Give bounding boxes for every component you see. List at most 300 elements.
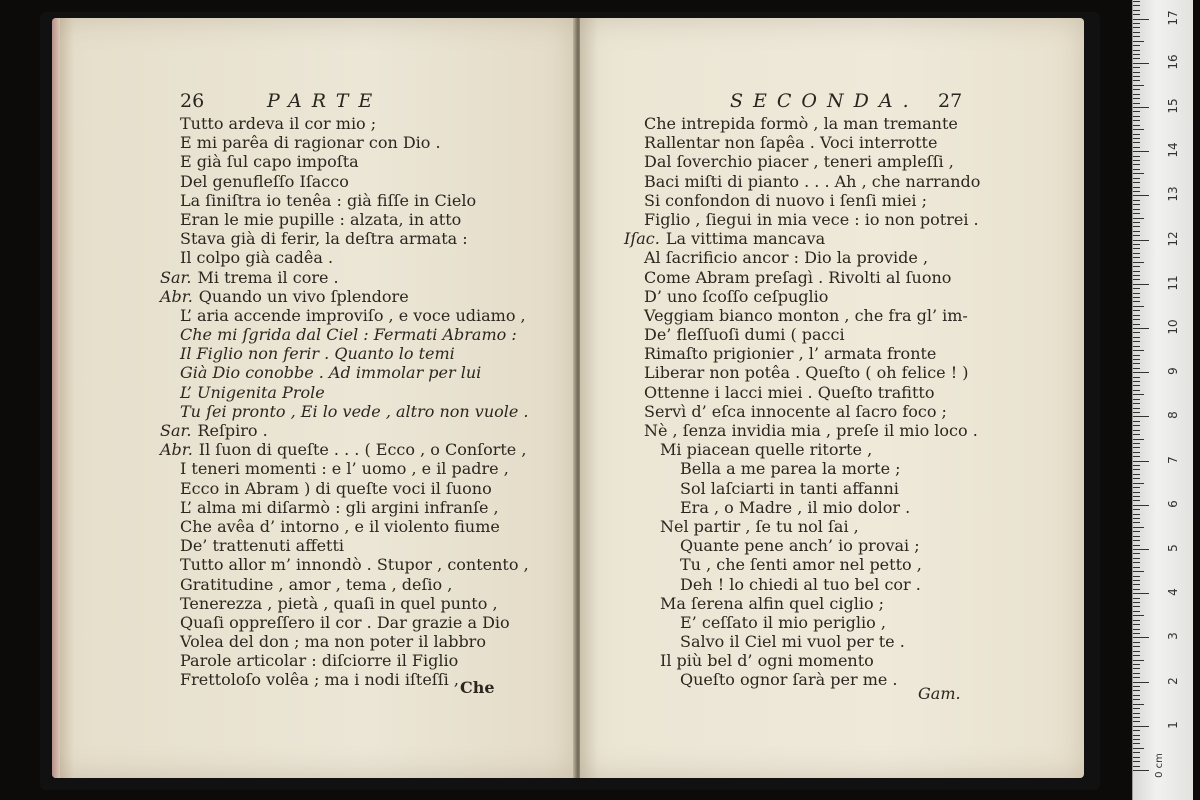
line-text: Baci miſti di pianto . . . Ah , che narrando xyxy=(644,171,981,191)
ruler-tick xyxy=(1133,381,1140,382)
ruler-tick xyxy=(1133,178,1140,179)
ruler-tick xyxy=(1133,487,1140,488)
ruler-tick xyxy=(1133,350,1144,351)
ruler-tick xyxy=(1133,359,1140,360)
text-line xyxy=(624,459,980,478)
ruler-tick xyxy=(1133,730,1140,731)
ruler-tick xyxy=(1133,72,1140,73)
text-line xyxy=(624,575,980,594)
text-line xyxy=(624,133,980,152)
ruler-tick xyxy=(1133,567,1140,568)
ruler-number: 15 xyxy=(1166,98,1180,114)
ruler-tick xyxy=(1133,704,1144,705)
ruler-tick xyxy=(1133,328,1149,329)
ruler-tick xyxy=(1133,536,1140,537)
ruler-number: 6 xyxy=(1166,499,1180,508)
ruler-tick xyxy=(1133,129,1144,130)
text-line xyxy=(160,248,529,267)
ruler-tick xyxy=(1133,315,1140,316)
line-text: Ecco in Abram ) di queſte voci il ſuono xyxy=(180,478,492,498)
ruler-tick xyxy=(1133,332,1140,333)
ruler-unit-label: 0 cm xyxy=(1153,753,1165,778)
ruler-tick xyxy=(1133,549,1149,550)
ruler-tick xyxy=(1133,483,1144,484)
ruler-tick xyxy=(1133,461,1149,462)
ruler-tick xyxy=(1133,456,1140,457)
line-text: Tutto allor m’ innondò . Stupor , contento , xyxy=(180,555,529,575)
ruler-tick xyxy=(1133,231,1140,232)
line-text: Liberar non potêa . Queſto ( oh felice ! ) xyxy=(644,363,969,383)
text-line xyxy=(160,363,529,382)
line-text: Rallentar non ſapêa . Voci interrotte xyxy=(644,133,938,153)
ruler-tick xyxy=(1133,761,1140,762)
text-line xyxy=(160,306,529,325)
ruler-tick xyxy=(1133,571,1144,572)
line-text: De’ fleſſuoſi dumi ( pacci xyxy=(644,325,845,345)
ruler-tick xyxy=(1133,363,1140,364)
line-text: Il ſuon di queſte . . . ( Ecco , o Conſorte , xyxy=(198,440,527,460)
line-text: Mi trema il core . xyxy=(197,267,339,287)
measurement-ruler xyxy=(1132,0,1193,800)
ruler-tick xyxy=(1133,125,1140,126)
line-text: Dal ſoverchio piacer , teneri ampleſſi , xyxy=(644,152,954,172)
ruler-tick xyxy=(1133,310,1140,311)
line-text: Tu ſei pronto , Ei lo vede , altro non vuole . xyxy=(180,401,529,421)
ruler-tick xyxy=(1133,76,1140,77)
text-line xyxy=(160,383,529,402)
ruler-tick xyxy=(1133,589,1140,590)
ruler-tick xyxy=(1133,615,1144,616)
ruler-tick xyxy=(1133,160,1140,161)
ruler-tick xyxy=(1133,377,1140,378)
ruler-number: 16 xyxy=(1166,54,1180,70)
text-line xyxy=(160,325,529,344)
text-line xyxy=(624,268,980,287)
ruler-tick xyxy=(1133,403,1140,404)
text-line xyxy=(160,517,529,536)
ruler-tick xyxy=(1133,293,1140,294)
ruler-tick xyxy=(1133,147,1140,148)
ruler-tick xyxy=(1133,739,1140,740)
ruler-tick xyxy=(1133,151,1149,152)
ruler-tick xyxy=(1133,651,1140,652)
text-line xyxy=(624,594,980,613)
ruler-tick xyxy=(1133,412,1140,413)
text-line xyxy=(624,325,980,344)
text-line xyxy=(160,229,529,248)
ruler-tick xyxy=(1133,67,1140,68)
ruler-tick xyxy=(1133,425,1140,426)
text-line xyxy=(160,287,529,306)
ruler-tick xyxy=(1133,23,1140,24)
text-line xyxy=(160,594,529,613)
ruler-tick xyxy=(1133,284,1149,285)
ruler-tick xyxy=(1133,1,1140,2)
ruler-tick xyxy=(1133,735,1140,736)
ruler-tick xyxy=(1133,642,1140,643)
ruler-tick xyxy=(1133,275,1140,276)
ruler-tick xyxy=(1133,668,1140,669)
ruler-tick xyxy=(1133,253,1140,254)
line-text: Quando un vivo ſplendore xyxy=(198,286,409,306)
ruler-tick xyxy=(1133,204,1140,205)
text-line xyxy=(160,114,529,133)
text-line xyxy=(624,498,980,517)
line-text: Il colpo già cadêa . xyxy=(180,248,334,268)
line-text: Che intrepida formò , la man tremante xyxy=(644,114,958,133)
text-line xyxy=(624,287,980,306)
ruler-tick xyxy=(1133,324,1140,325)
ruler-tick xyxy=(1133,235,1140,236)
ruler-tick xyxy=(1133,469,1140,470)
line-text: I teneri momenti : e l’ uomo , e il padre , xyxy=(180,459,509,479)
ruler-tick xyxy=(1133,45,1140,46)
line-text: Deh ! lo chiedi al tuo bel cor . xyxy=(680,574,921,594)
ruler-tick xyxy=(1133,244,1140,245)
page-number-right: 27 xyxy=(938,90,963,112)
ruler-tick xyxy=(1133,191,1140,192)
ruler-tick xyxy=(1133,545,1140,546)
text-line xyxy=(624,152,980,171)
line-text: Si confondon di nuovo i ſenſi miei ; xyxy=(644,190,928,210)
ruler-tick xyxy=(1133,195,1149,196)
line-text: Reſpiro . xyxy=(197,421,268,440)
ruler-tick xyxy=(1133,766,1140,767)
text-line xyxy=(624,517,980,536)
ruler-tick xyxy=(1133,713,1140,714)
text-line xyxy=(160,172,529,191)
right-page xyxy=(580,18,1084,778)
ruler-tick xyxy=(1133,36,1140,37)
line-text: Tu , che ſenti amor nel petto , xyxy=(680,555,922,575)
ruler-tick xyxy=(1133,443,1140,444)
ruler-tick xyxy=(1133,209,1140,210)
line-text: Ma ſerena alfin quel ciglio ; xyxy=(660,593,885,613)
catchword-right: Gam. xyxy=(918,684,961,703)
ruler-tick xyxy=(1133,394,1144,395)
ruler-tick xyxy=(1133,690,1140,691)
line-text: Servì d’ eſca innocente al ſacro foco ; xyxy=(644,401,947,421)
ruler-tick xyxy=(1133,748,1144,749)
running-head-left: PARTE xyxy=(267,90,383,112)
ruler-tick xyxy=(1133,686,1140,687)
text-line xyxy=(160,536,529,555)
ruler-tick xyxy=(1133,355,1140,356)
line-text: Che mi ſgrida dal Ciel : Fermati Abramo : xyxy=(180,325,517,345)
line-text: La vittima mancava xyxy=(665,229,826,249)
left-page xyxy=(52,18,576,778)
ruler-number: 1 xyxy=(1166,720,1180,729)
ruler-tick xyxy=(1133,474,1140,475)
ruler-tick xyxy=(1133,439,1144,440)
text-line xyxy=(624,248,980,267)
line-text: La ſiniſtra io tenêa : già fiſſe in Cielo xyxy=(180,190,477,210)
ruler-tick xyxy=(1133,240,1149,241)
text-line xyxy=(624,383,980,402)
text-line xyxy=(624,402,980,421)
ruler-tick xyxy=(1133,540,1140,541)
ruler-number: 3 xyxy=(1166,632,1180,641)
text-line xyxy=(160,133,529,152)
ruler-tick xyxy=(1133,655,1140,656)
ruler-tick xyxy=(1133,288,1140,289)
ruler-tick xyxy=(1133,611,1140,612)
ruler-tick xyxy=(1133,492,1140,493)
ruler-tick xyxy=(1133,54,1140,55)
ruler-tick xyxy=(1133,222,1140,223)
ruler-tick xyxy=(1133,677,1140,678)
ruler-number: 13 xyxy=(1166,186,1180,203)
line-text: L’ aria accende improviſo , e voce udiamo , xyxy=(180,305,526,325)
ruler-tick xyxy=(1133,447,1140,448)
ruler-number: 10 xyxy=(1166,319,1180,335)
line-text: Rimaſto prigionier , l’ armata fronte xyxy=(644,344,937,364)
ruler-tick xyxy=(1133,226,1140,227)
ruler-tick xyxy=(1133,629,1140,630)
text-line xyxy=(160,613,529,632)
line-text: De’ trattenuti affetti xyxy=(180,536,345,556)
ruler-tick xyxy=(1133,708,1140,709)
text-line xyxy=(160,402,529,421)
ruler-number: 2 xyxy=(1166,676,1180,685)
ruler-tick xyxy=(1133,80,1140,81)
ruler-tick xyxy=(1133,85,1144,86)
line-text: Parole articolar : diſciorre il Figlio xyxy=(180,651,459,671)
ruler-tick xyxy=(1133,593,1149,594)
ruler-tick xyxy=(1133,527,1144,528)
text-line xyxy=(160,421,529,440)
ruler-tick xyxy=(1133,602,1140,603)
ruler-tick xyxy=(1133,319,1140,320)
left-text-lines xyxy=(160,114,529,690)
ruler-tick xyxy=(1133,726,1149,727)
ruler-tick xyxy=(1133,522,1140,523)
ruler-tick xyxy=(1133,262,1144,263)
ruler-tick xyxy=(1133,500,1140,501)
line-text: Sol laſciarti in tanti affanni xyxy=(680,478,899,498)
text-line xyxy=(160,479,529,498)
ruler-tick xyxy=(1133,505,1149,506)
text-line xyxy=(160,632,529,651)
ruler-tick xyxy=(1133,624,1140,625)
ruler-number: 11 xyxy=(1166,275,1180,291)
ruler-tick xyxy=(1133,598,1140,599)
ruler-tick xyxy=(1133,346,1140,347)
ruler-tick xyxy=(1133,717,1140,718)
ruler-tick xyxy=(1133,169,1140,170)
page-number-left: 26 xyxy=(180,90,205,112)
text-line xyxy=(160,268,529,287)
ruler-tick xyxy=(1133,721,1140,722)
ruler-tick xyxy=(1133,63,1149,64)
speaker-label: Sar. xyxy=(160,421,192,440)
text-line xyxy=(624,191,980,210)
ruler-tick xyxy=(1133,134,1140,135)
line-text: Quaſi oppreſſero il cor . Dar grazie a Dio xyxy=(180,612,510,632)
ruler-tick xyxy=(1133,10,1140,11)
ruler-tick xyxy=(1133,514,1140,515)
ruler-tick xyxy=(1133,620,1140,621)
ruler-tick xyxy=(1133,699,1140,700)
ruler-tick xyxy=(1133,200,1140,201)
ruler-number: 4 xyxy=(1166,588,1180,597)
ruler-number: 7 xyxy=(1166,455,1180,464)
ruler-tick xyxy=(1133,41,1144,42)
ruler-tick xyxy=(1133,182,1140,183)
text-line xyxy=(160,575,529,594)
ruler-tick xyxy=(1133,416,1149,417)
line-text: Bella a me parea la morte ; xyxy=(680,459,901,479)
line-text: Il Figlio non ferir . Quanto lo temi xyxy=(180,344,455,364)
text-line xyxy=(624,651,980,670)
line-text: Quante pene anch’ io provai ; xyxy=(680,536,920,556)
ruler-tick xyxy=(1133,5,1140,6)
ruler-tick xyxy=(1133,372,1149,373)
text-line xyxy=(160,498,529,517)
ruler-tick xyxy=(1133,478,1140,479)
line-text: Figlio , ſiegui in mia vece : io non potrei . xyxy=(644,209,979,229)
ruler-tick xyxy=(1133,584,1140,585)
line-text: Eran le mie pupille : alzata, in atto xyxy=(180,209,462,229)
running-head-right: SECONDA. xyxy=(730,90,919,112)
ruler-tick xyxy=(1133,580,1140,581)
ruler-tick xyxy=(1133,637,1149,638)
text-line xyxy=(160,152,529,171)
ruler-tick xyxy=(1133,248,1140,249)
speaker-label: Abr. xyxy=(160,286,193,306)
text-line xyxy=(624,440,980,459)
line-text: Il più bel d’ ogni momento xyxy=(660,651,874,671)
ruler-tick xyxy=(1133,116,1140,117)
line-text: D’ uno ſcoſſo ceſpuglio xyxy=(644,286,829,306)
ruler-number: 12 xyxy=(1166,230,1180,247)
line-text: E già ſul capo impoſta xyxy=(180,152,359,172)
text-line xyxy=(624,421,980,440)
line-text: Nè , ſenza invidia mia , preſe il mio loco . xyxy=(644,421,978,440)
text-line xyxy=(624,229,980,248)
ruler-tick xyxy=(1133,187,1140,188)
ruler-tick xyxy=(1133,89,1140,90)
ruler-tick xyxy=(1133,606,1140,607)
ruler-tick xyxy=(1133,213,1140,214)
ruler-number: 8 xyxy=(1166,411,1180,420)
ruler-tick xyxy=(1133,743,1140,744)
ruler-tick xyxy=(1133,452,1140,453)
ruler-tick xyxy=(1133,757,1140,758)
speaker-label: Iſac. xyxy=(624,229,660,249)
ruler-tick xyxy=(1133,257,1140,258)
line-text: Gratitudine , amor , tema , deſio , xyxy=(180,574,453,594)
ruler-tick xyxy=(1133,27,1140,28)
ruler-tick xyxy=(1133,576,1140,577)
ruler-tick xyxy=(1133,368,1140,369)
ruler-tick xyxy=(1133,399,1140,400)
line-text: Veggiam bianco monton , che fra gl’ im- xyxy=(644,305,968,325)
ruler-tick xyxy=(1133,94,1140,95)
line-text: Salvo il Ciel mi vuol per te . xyxy=(680,632,905,652)
ruler-tick xyxy=(1133,770,1149,771)
text-line xyxy=(160,459,529,478)
line-text: E mi parêa di ragionar con Dio . xyxy=(180,133,441,153)
line-text: Stava già di ferir, la deſtra armata : xyxy=(180,229,468,249)
line-text: Al ſacrificio ancor : Dio la provide , xyxy=(644,248,929,268)
ruler-tick xyxy=(1133,107,1149,108)
ruler-tick xyxy=(1133,496,1140,497)
ruler-tick xyxy=(1133,111,1140,112)
line-text: Del genufleſſo Iſacco xyxy=(180,171,349,191)
text-line xyxy=(624,632,980,651)
ruler-tick xyxy=(1133,633,1140,634)
ruler-tick xyxy=(1133,341,1140,342)
text-line xyxy=(624,479,980,498)
text-line xyxy=(624,114,980,133)
ruler-tick xyxy=(1133,138,1140,139)
line-text: Frettoloſo volêa ; ma i nodi iſteſſi , xyxy=(180,670,459,690)
text-line xyxy=(160,344,529,363)
text-line xyxy=(624,363,980,382)
text-line xyxy=(624,172,980,191)
ruler-tick xyxy=(1133,164,1140,165)
ruler-tick xyxy=(1133,156,1140,157)
text-line xyxy=(160,191,529,210)
ruler-tick xyxy=(1133,50,1140,51)
ruler-tick xyxy=(1133,385,1140,386)
line-text: Queſto ognor ſarà per me . xyxy=(680,670,898,690)
ruler-tick xyxy=(1133,518,1140,519)
line-text: Tutto ardeva il cor mio ; xyxy=(180,114,377,133)
ruler-tick xyxy=(1133,337,1140,338)
text-line xyxy=(624,306,980,325)
ruler-number: 14 xyxy=(1166,142,1180,158)
line-text: Volea del don ; ma non poter il labbro xyxy=(180,632,486,652)
ruler-tick xyxy=(1133,32,1140,33)
ruler-tick xyxy=(1133,297,1140,298)
text-line xyxy=(624,613,980,632)
line-text: Come Abram preſagì . Rivolti al ſuono xyxy=(644,267,952,287)
ruler-tick xyxy=(1133,695,1140,696)
catchword-left: Che xyxy=(460,678,495,697)
ruler-tick xyxy=(1133,434,1140,435)
ruler-tick xyxy=(1133,562,1140,563)
ruler-tick xyxy=(1133,19,1149,20)
line-text: Nel partir , ſe tu nol ſai , xyxy=(660,516,859,536)
text-line xyxy=(624,555,980,574)
ruler-tick xyxy=(1133,301,1140,302)
ruler-tick xyxy=(1133,306,1144,307)
line-text: L’ alma mi diſarmò : gli argini infranſe , xyxy=(180,497,499,517)
ruler-tick xyxy=(1133,558,1140,559)
ruler-tick xyxy=(1133,14,1140,15)
ruler-tick xyxy=(1133,142,1140,143)
ruler-tick xyxy=(1133,103,1140,104)
ruler-tick xyxy=(1133,531,1140,532)
ruler-tick xyxy=(1133,266,1140,267)
ruler-tick xyxy=(1133,465,1140,466)
text-line xyxy=(624,210,980,229)
speaker-label: Sar. xyxy=(160,267,192,287)
ruler-tick xyxy=(1133,218,1144,219)
right-text-lines xyxy=(624,114,980,690)
ruler-tick xyxy=(1133,664,1140,665)
text-line xyxy=(160,651,529,670)
ruler-tick xyxy=(1133,660,1144,661)
ruler-tick xyxy=(1133,509,1140,510)
ruler-tick xyxy=(1133,408,1140,409)
ruler-tick xyxy=(1133,553,1140,554)
ruler-tick xyxy=(1133,673,1140,674)
ruler-tick xyxy=(1133,279,1140,280)
speaker-label: Abr. xyxy=(160,440,193,460)
